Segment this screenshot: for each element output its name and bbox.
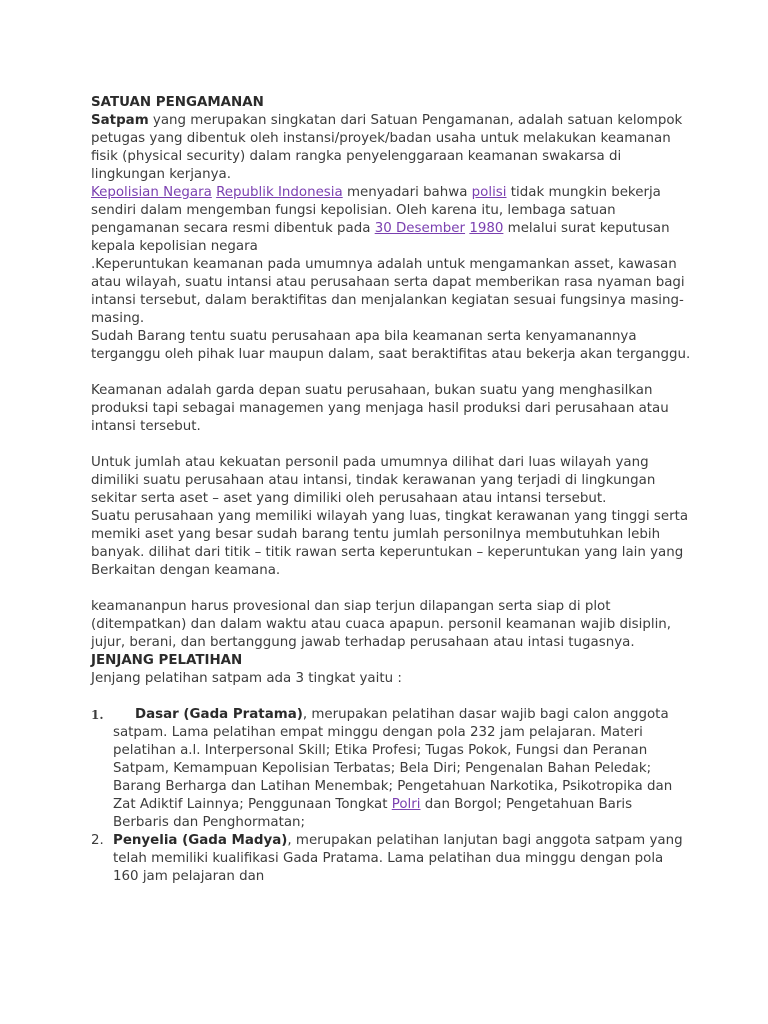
link-1980[interactable]: 1980: [469, 221, 504, 236]
paragraph-text: yang merupakan singkatan dari Satuan Pengamanan, adalah satuan kelompok petugas yang dibentuk oleh instansi/proyek/badan usaha untuk melakukan keamanan fisik (physical security) dalam rangka penyelenggaraan keamanan swakarsa di lingkungan kerjanya.: [91, 113, 683, 182]
paragraph-polri-history: [91, 184, 691, 256]
paragraph-jumlah-personil: Untuk jumlah atau kekuatan personil pada umumnya dilihat dari luas wilayah yang dimiliki suatu perusahaan atau intansi, tindak kerawanan yang terjadi di lingkungan sekitar serta aset – aset yang dimiliki oleh perusahaan atau intansi tersebut.: [91, 455, 656, 506]
heading-jenjang-pelatihan: JENJANG PELATIHAN: [91, 653, 243, 668]
list-number: 2.: [91, 833, 104, 848]
paragraph-text: tidak mungkin bekerja sendiri dalam mengemban fungsi kepolisian. Oleh karena itu, lembaga satuan pengamanan secara resmi dibentuk pada: [91, 185, 661, 236]
term-satpam: Satpam: [91, 113, 149, 128]
list-item-dasar: [91, 706, 691, 832]
list-number: 1.: [91, 708, 104, 722]
link-kepolisian-negara[interactable]: Kepolisian Negara: [91, 185, 212, 200]
paragraph-text: menyadari bahwa: [342, 185, 472, 200]
spacer: [91, 364, 691, 382]
list-item-text: , merupakan pelatihan dasar wajib bagi calon anggota satpam. Lama pelatihan empat minggu dengan pola 232 jam pelajaran. Materi pelatihan a.l. Interpersonal Skill; Etika Profesi; Tugas Pokok, Fungsi dan Peranan Satpam, Kemampuan Kepolisian Terbatas; Bela Diri; Pengenalan Bahan Peledak; Barang Berharga dan Latihan Menembak; Pengetahuan Narkotika, Psikotropika dan Zat Adiktif Lainnya; Penggunaan Tongkat: [113, 707, 673, 812]
paragraph-provesional: keamananpun harus provesional dan siap terjun dilapangan serta siap di plot (ditempatkan) dan dalam waktu atau cuaca apapun. personil keamanan wajib disiplin, jujur, berani, dan bertanggung jawab terhadap perusahaan atau intasi tugasnya.: [91, 599, 672, 650]
list-item-text: , merupakan pelatihan lanjutan bagi anggota satpam yang telah memiliki kualifikasi Gada Pratama. Lama pelatihan dua minggu dengan pola 160 jam pelajaran dan: [113, 833, 683, 884]
link-polisi[interactable]: polisi: [471, 185, 507, 200]
list-item-title: Penyelia (Gada Madya): [113, 833, 288, 848]
link-polri[interactable]: Polri: [391, 797, 421, 812]
spacer: [91, 688, 691, 706]
spacer: [91, 580, 691, 598]
heading-satuan-pengamanan: SATUAN PENGAMANAN: [91, 95, 264, 110]
paragraph-text: melalui surat keputusan kepala kepolisian negara: [91, 221, 670, 254]
paragraph-keamanan-garda: Keamanan adalah garda depan suatu perusahaan, bukan suatu yang menghasilkan produksi tapi sebagai managemen yang menjaga hasil produksi dari perusahaan atau intansi tersebut.: [91, 383, 669, 434]
paragraph-keperuntukan: .Keperuntukan keamanan pada umumnya adalah untuk mengamankan asset, kawasan atau wilayah, suatu intansi atau perusahaan serta dapat memberikan rasa nyaman bagi intansi tersebut, dalam beraktifitas dan menjalankan kegiatan sesuai fungsinya masing-masing.: [91, 257, 685, 326]
link-republik-indonesia[interactable]: Republik Indonesia: [216, 185, 343, 200]
paragraph-wilayah-luas: Suatu perusahaan yang memiliki wilayah yang luas, tingkat kerawanan yang tinggi serta memiki aset yang besar sudah barang tentu jumlah personilnya membutuhkan lebih banyak. dilihat dari titik – titik rawan serta keperuntukan – keperuntukan yang lain yang Berkaitan dengan keamana.: [91, 509, 689, 578]
document-page: [91, 94, 691, 886]
list-item-penyelia: [91, 832, 691, 886]
spacer: [91, 436, 691, 454]
list-item-title: Dasar (Gada Pratama): [135, 707, 303, 722]
training-level-list: [91, 706, 691, 886]
list-item-text: dan Borgol; Pengetahuan Baris Berbaris dan Penghormatan;: [113, 797, 633, 830]
link-30-desember[interactable]: 30 Desember: [374, 221, 466, 236]
paragraph-sudah-barang: Sudah Barang tentu suatu perusahaan apa bila keamanan serta kenyamanannya terganggu oleh pihak luar maupun dalam, saat beraktifitas atau bekerja akan terganggu.: [91, 329, 691, 362]
paragraph-satpam-definition: [91, 112, 691, 184]
paragraph-jenjang-intro: Jenjang pelatihan satpam ada 3 tingkat yaitu :: [91, 671, 402, 686]
